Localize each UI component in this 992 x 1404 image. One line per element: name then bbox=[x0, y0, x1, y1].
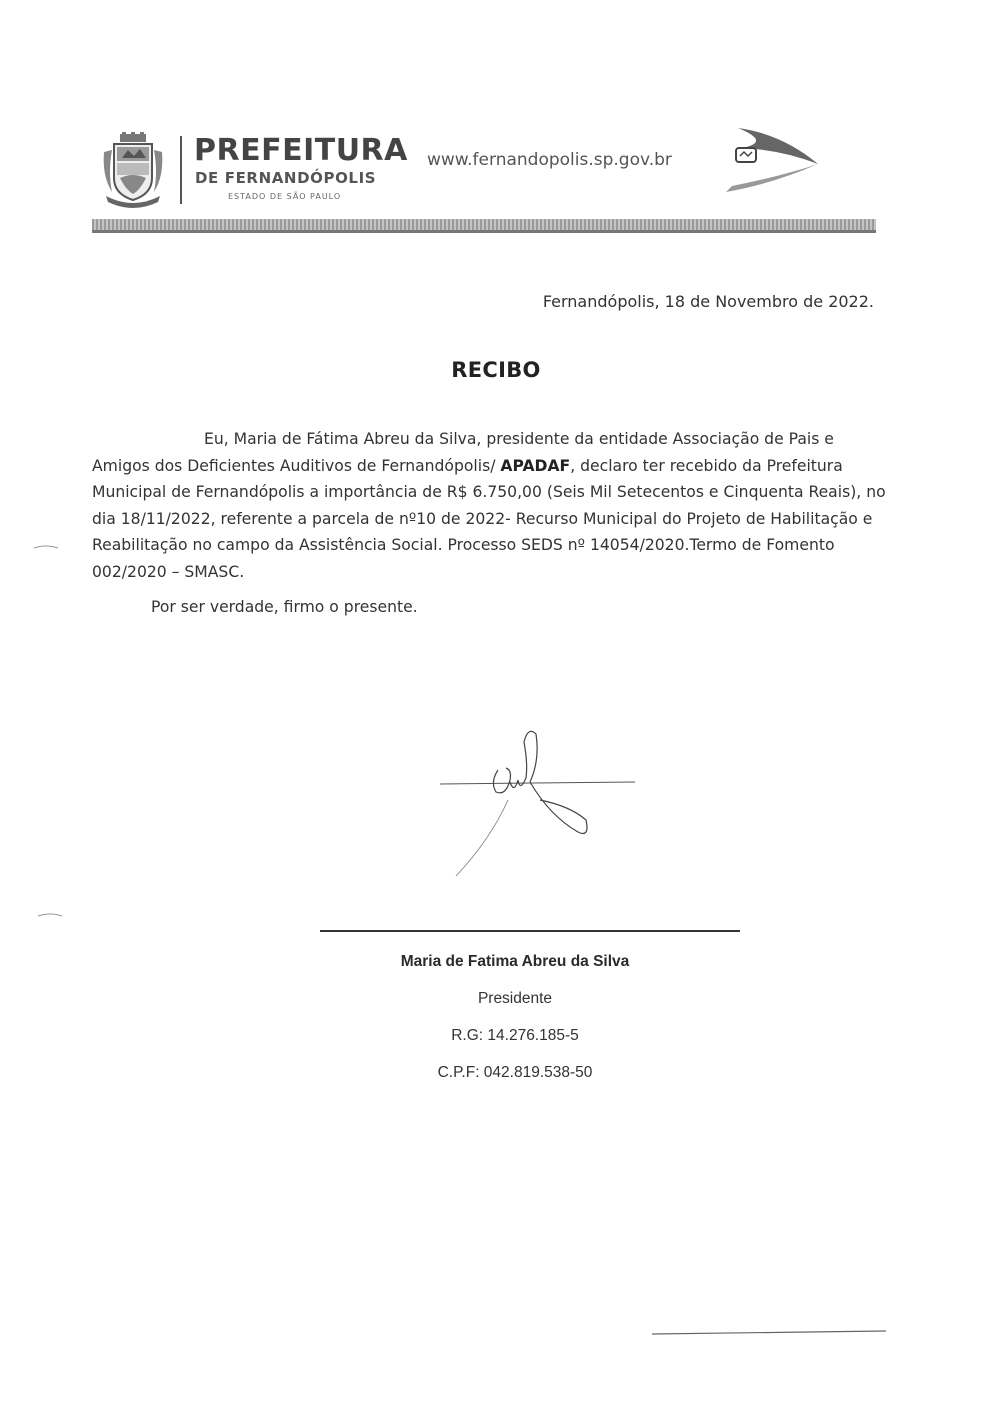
paragraph-text-2: , declaro ter recebido da Prefeitura Municipal de Fernandópolis a importância de R$ 6.750,00 (Seis Mil Setecentos e Cinquenta Reais), no dia 18/11/2022, referente a parcela de nº10 de 2022- Recurso Municipal do Projeto de Habilitação e Reabilitação no campo da Assistência Social. Processo SEDS nº 14054/2020.Termo de Fomento 002/2020 – SMASC. bbox=[92, 456, 886, 581]
signer-rg: R.G: 14.276.185-5 bbox=[451, 1027, 579, 1044]
header-divider bbox=[180, 136, 182, 204]
website-url: www.fernandopolis.sp.gov.br bbox=[427, 150, 672, 170]
brand-state: ESTADO DE SÃO PAULO bbox=[228, 192, 342, 201]
arrow-swoosh-logo bbox=[722, 124, 820, 196]
brand-title: PREFEITURA bbox=[194, 133, 408, 168]
signature-line bbox=[320, 930, 740, 932]
paragraph-text-1: Eu, Maria de Fátima Abreu da Silva, presidente da entidade Associação de Pais e Amigos dos Deficientes Auditivos de Fernandópolis/ bbox=[92, 430, 834, 475]
entity-acronym: APADAF bbox=[500, 456, 571, 475]
handwritten-signature bbox=[420, 720, 650, 880]
closing-sentence: Por ser verdade, firmo o presente. bbox=[151, 598, 418, 616]
signer-cpf: C.P.F: 042.819.538-50 bbox=[437, 1064, 593, 1081]
receipt-paragraph bbox=[92, 426, 892, 585]
coat-of-arms-logo bbox=[100, 132, 166, 208]
brand-subtitle: DE FERNANDÓPOLIS bbox=[195, 169, 377, 187]
document-title: RECIBO bbox=[451, 358, 541, 382]
signer-role: Presidente bbox=[477, 990, 553, 1007]
dateline: Fernandópolis, 18 de Novembro de 2022. bbox=[542, 292, 874, 311]
signer-name: Maria de Fatima Abreu da Silva bbox=[400, 953, 630, 970]
header-rule-bottom bbox=[92, 230, 876, 233]
